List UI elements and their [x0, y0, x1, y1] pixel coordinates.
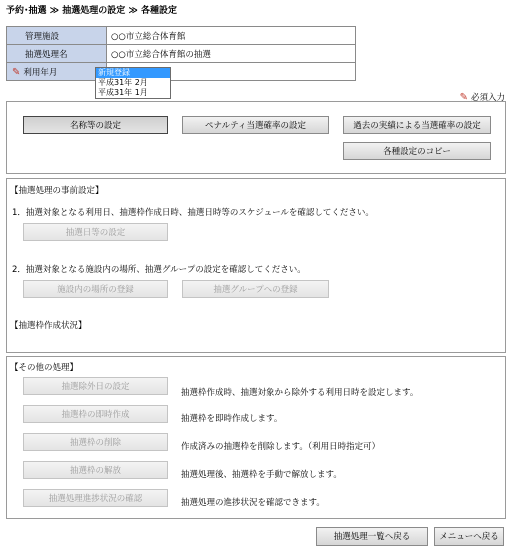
lottery-name-value: ○○市立総合体育館の抽選: [107, 45, 356, 63]
required-legend-label: 必須入力: [470, 93, 505, 103]
penalty-probability-button[interactable]: ペナルティ当選確率の設定: [182, 116, 329, 134]
dropdown-option-h31-jan[interactable]: 平成31年 1月: [98, 88, 148, 97]
name-settings-button[interactable]: 名称等の設定: [23, 116, 168, 134]
progress-status-button[interactable]: 抽選処理進捗状況の確認: [23, 489, 168, 507]
release-frame-description: 抽選処理後、抽選枠を手動で解放します。: [181, 470, 342, 480]
lottery-name-label: 抽選処理名: [7, 45, 107, 63]
back-to-menu-button[interactable]: メニューへ戻る: [434, 527, 504, 546]
info-table: [6, 26, 356, 81]
info-row-facility: [7, 27, 356, 45]
frame-status-heading: 【抽選枠作成状況】: [10, 321, 87, 331]
breadcrumb-item-current: 各種設定: [140, 6, 177, 16]
facility-value: ○○市立総合体育館: [107, 27, 356, 45]
breadcrumb-item-reservation[interactable]: 予約･抽選: [6, 6, 47, 16]
dropdown-option-h31-feb[interactable]: 平成31年 2月: [98, 78, 148, 87]
place-group-instruction: 2．抽選対象となる施設内の場所、抽選グループの設定を確認してください。: [12, 265, 306, 275]
schedule-instruction: 1．抽選対象となる利用日、抽選枠作成日時、抽選日時等のスケジュールを確認してください。: [12, 208, 374, 218]
info-row-lottery-name: [7, 45, 356, 63]
month-dropdown-list[interactable]: [95, 67, 171, 99]
pre-settings-heading: 【抽選処理の事前設定】: [10, 186, 104, 196]
month-label-cell: [7, 63, 107, 81]
breadcrumb-separator: ≫: [128, 6, 138, 16]
past-results-probability-button[interactable]: 過去の実績による当選確率の設定: [343, 116, 491, 134]
exclusion-date-description: 抽選枠作成時、抽選対象から除外する利用日時を設定します。: [181, 388, 419, 398]
immediate-create-button[interactable]: 抽選枠の即時作成: [23, 405, 168, 423]
breadcrumb-separator: ≫: [49, 6, 60, 16]
pre-settings-panel: [6, 178, 506, 353]
lottery-group-register-button[interactable]: 抽選グループへの登録: [182, 280, 329, 298]
required-pen-icon: ✎: [12, 66, 21, 78]
lottery-date-settings-button[interactable]: 抽選日等の設定: [23, 223, 168, 241]
other-processing-heading: 【その他の処理】: [10, 363, 79, 373]
progress-status-description: 抽選処理の進捗状況を確認できます。: [181, 498, 325, 508]
facility-place-register-button[interactable]: 施設内の場所の登録: [23, 280, 168, 298]
back-to-lottery-list-button[interactable]: 抽選処理一覧へ戻る: [316, 527, 428, 546]
settings-panel: [6, 101, 506, 174]
delete-frame-button[interactable]: 抽選枠の削除: [23, 433, 168, 451]
exclusion-date-settings-button[interactable]: 抽選除外日の設定: [23, 377, 168, 395]
facility-label: 管理施設: [7, 27, 107, 45]
delete-frame-description: 作成済みの抽選枠を削除します。（利用日時指定可）: [181, 442, 381, 452]
breadcrumb: [6, 3, 177, 16]
dropdown-option-new[interactable]: 新規登録: [96, 68, 170, 78]
other-processing-panel: [6, 356, 506, 519]
release-frame-button[interactable]: 抽選枠の解放: [23, 461, 168, 479]
copy-settings-button[interactable]: 各種設定のコピー: [343, 142, 491, 160]
info-row-month: [7, 63, 356, 81]
month-label: 利用年月: [23, 67, 58, 78]
required-pen-icon: ✎: [459, 92, 468, 103]
breadcrumb-item-lottery-settings[interactable]: 抽選処理の設定: [62, 6, 126, 16]
immediate-create-description: 抽選枠を即時作成します。: [181, 414, 283, 424]
